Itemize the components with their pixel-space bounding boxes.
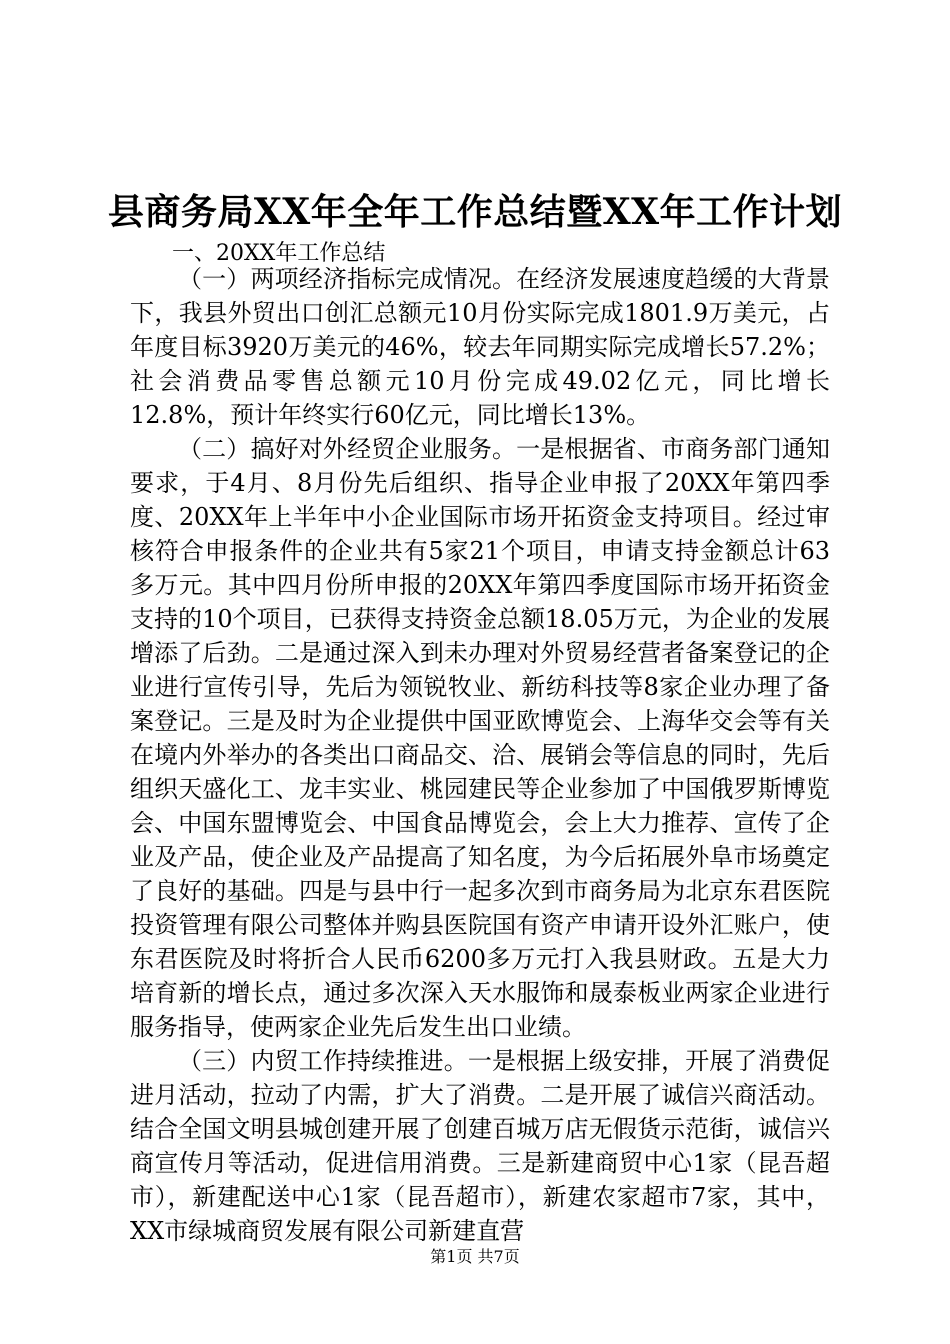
paragraph-1: （一）两项经济指标完成情况。在经济发展速度趋缓的大背景下，我县外贸出口创汇总额元10月份实际完成1801.9万美元，占年度目标3920万美元的46%，较去年同期实际完成增长57.2%；社会消费品零售总额元10月份完成49.02亿元，同比增长12.8%，预计年终实行60亿元，同比增长13%。 — [130, 265, 830, 429]
document-title: 县商务局XX年全年工作总结暨XX年工作计划 — [107, 191, 843, 233]
document-body — [130, 262, 830, 1248]
page-footer: 第1页 共7页 — [430, 1247, 520, 1266]
paragraph-3: （三）内贸工作持续推进。一是根据上级安排，开展了消费促进月活动，拉动了内需，扩大了消费。二是开展了诚信兴商活动。结合全国文明县城创建开展了创建百城万店无假货示范街，诚信兴商宣传月等活动，促进信用消费。三是新建商贸中心1家（昆吾超市），新建配送中心1家（昆吾超市），新建农家超市7家，其中，XX市绿城商贸发展有限公司新建直营 — [130, 1047, 830, 1245]
paragraph-2: （二）搞好对外经贸企业服务。一是根据省、市商务部门通知要求，于4月、8月份先后组织、指导企业申报了20XX年第四季度、20XX年上半年中小企业国际市场开拓资金支持项目。经过审核符合申报条件的企业共有5家21个项目，申请支持金额总计63多万元。其中四月份所申报的20XX年第四季度国际市场开拓资金支持的10个项目，已获得支持资金总额18.05万元，为企业的发展增添了后劲。二是通过深入到未办理对外贸易经营者备案登记的企业进行宣传引导，先后为领锐牧业、新纺科技等8家企业办理了备案登记。三是及时为企业提供中国亚欧博览会、上海华交会等有关在境内外举办的各类出口商品交、洽、展销会等信息的同时，先后组织天盛化工、龙丰实业、桃园建民等企业参加了中国俄罗斯博览会、中国东盟博览会、中国食品博览会，会上大力推荐、宣传了企业及产品，使企业及产品提高了知名度，为今后拓展外阜市场奠定了良好的基础。四是与县中行一起多次到市商务局为北京东君医院投资管理有限公司整体并购县医院国有资产申请开设外汇账户，使东君医院及时将折合人民币6200多万元打入我县财政。五是大力培育新的增长点，通过多次深入天水服饰和晟泰板业两家企业进行服务指导，使两家企业先后发生出口业绩。 — [130, 435, 830, 1041]
section-heading: 一、20XX年工作总结 — [172, 241, 386, 266]
